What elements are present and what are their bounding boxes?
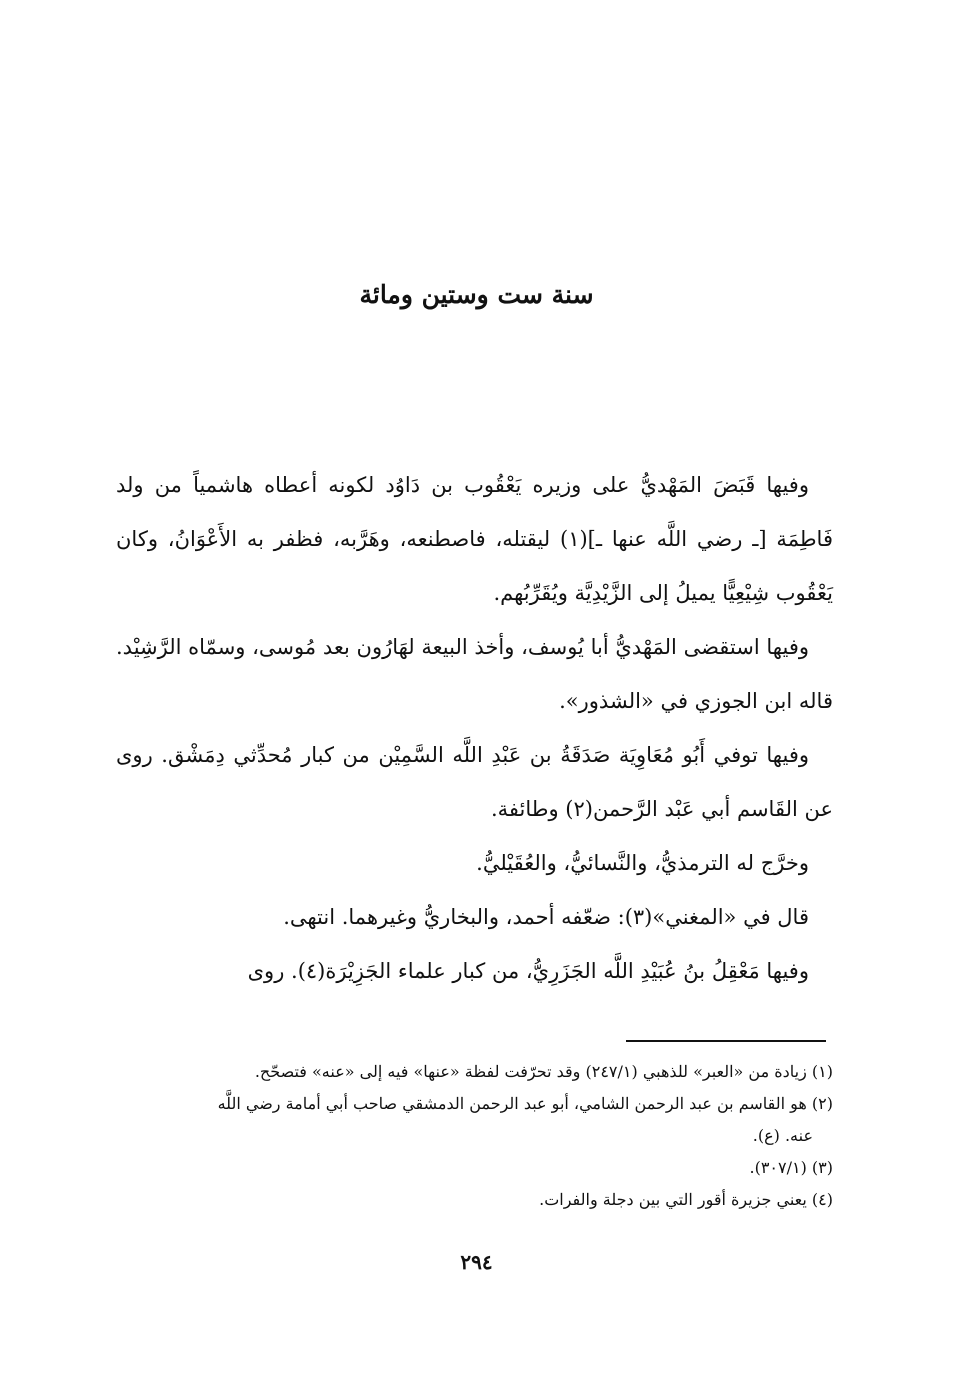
page-number: ٢٩٤	[460, 1250, 493, 1274]
paragraph-6: وفيها مَعْقِلُ بنُ عُبَيْدِ اللَّه الجَزَرِيُّ، من كبار علماء الجَزِيْرَة(٤). روى	[247, 959, 809, 983]
footnote-3: (٣) (٣٠٧/١).	[749, 1158, 833, 1177]
footnote-2: (٢) هو القاسم بن عبد الرحمن الشامي، أبو عبد الرحمن الدمشقي صاحب أبي أمامة رضي اللَّه	[217, 1094, 833, 1113]
footnote-4: (٤) يعني جزيرة أقور التي بين دجلة والفرات.	[539, 1190, 833, 1209]
paragraph-5: قال في «المغني»(٣): ضعّفه أحمد، والبخاريُّ وغيرهما. انتهى.	[283, 905, 809, 929]
paragraph-1: وفيها قَبَضَ المَهْديُّ على وزيره يَعْقُوب بن دَاوُد لكونه أعطاه هاشمياً من ولد فَاطِمَة [ـ رضي اللَّه عنها ـ](١) ليقتله، فاصطنعه، وهَرَّبه، فظفر به الأَعْوَانُ، وكان يَعْقُوب شِيْعِيًّا يميلُ إلى الزَّيْدِيَّة ويُقَرِّبُهم.	[116, 473, 833, 605]
footnotes	[116, 1056, 833, 1216]
paragraph-3: وفيها توفي أَبُو مُعَاوِيَة صَدَقَةُ بن عَبْدِ اللَّه السَّمِيْن من كبار مُحدِّثي دِمَشْق. روى عن القَاسم أبي عَبْد الرَّحمن(٢) وطائفة.	[116, 743, 833, 821]
paragraph-2: وفيها استقضى المَهْديُّ أبا يُوسف، وأخذ البيعة لهَارُون بعد مُوسى، وسمّاه الرَّشِيْد. قاله ابن الجوزي في «الشذور».	[116, 635, 833, 713]
footnote-1: (١) زيادة من «العبر» للذهبي (٢٤٧/١) وقد تحرّفت لفظة «عنها» فيه إلى «عنه» فتصحّح.	[254, 1062, 833, 1081]
chapter-heading: سنة ست وستين ومائة	[359, 280, 594, 309]
main-text	[116, 458, 833, 998]
footnote-2-continuation: عنه. (ع).	[752, 1126, 813, 1145]
footnote-divider	[626, 1040, 826, 1042]
paragraph-4: وخرَّج له الترمذيُّ، والنَّسائيُّ، والعُقَيْليُّ.	[476, 851, 809, 875]
